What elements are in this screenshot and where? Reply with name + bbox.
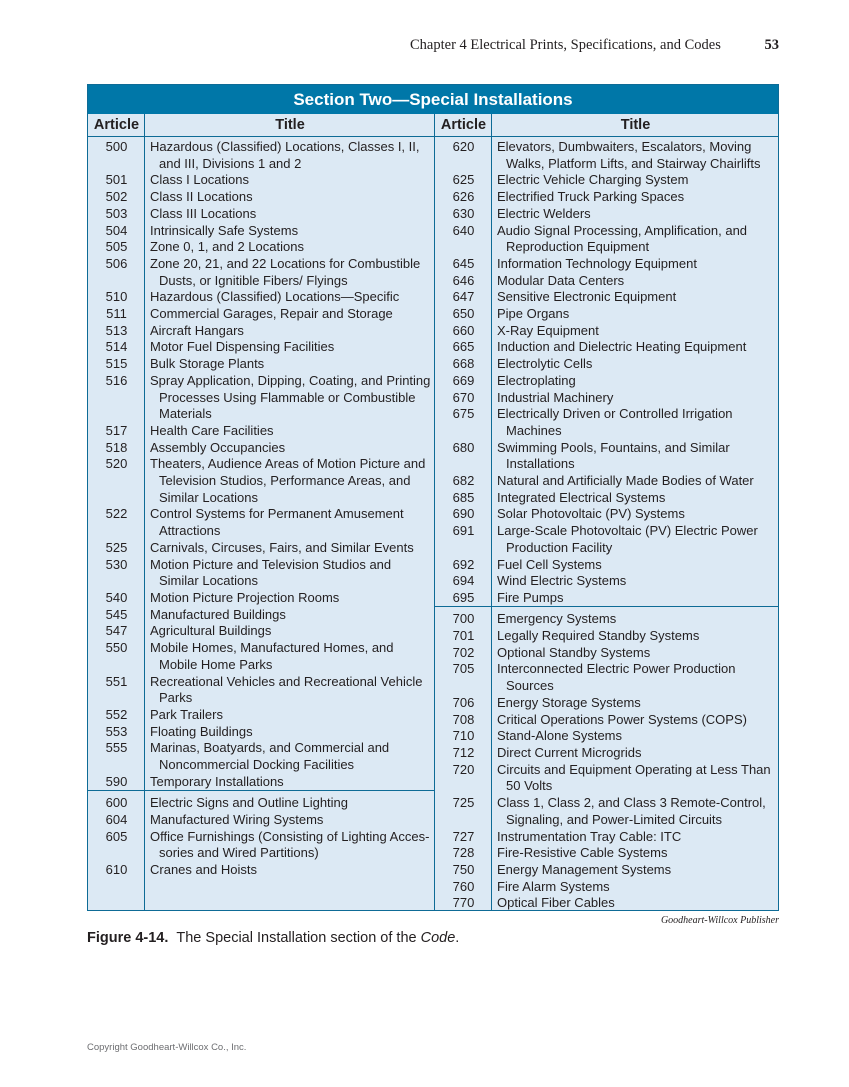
article-number: 620 [452, 139, 475, 154]
article-title: Theaters, Audience Areas of Motion Picture and Television Studios, Performance Areas, and Similar Locations [150, 456, 426, 505]
table-row [435, 406, 779, 439]
table-row [88, 623, 435, 640]
figure-caption [87, 930, 459, 946]
article-title: Marinas, Boatyards, and Commercial and Noncommercial Docking Facilities [150, 740, 390, 773]
article-number: 685 [452, 489, 475, 505]
running-head [410, 37, 779, 54]
table-row [435, 829, 779, 846]
table-row [88, 707, 435, 724]
article-number: 506 [105, 255, 128, 271]
article-title: Cranes and Hoists [150, 861, 257, 877]
article-number: 553 [105, 723, 128, 739]
table-row [88, 423, 435, 440]
article-number: 514 [105, 339, 128, 355]
table-row [435, 323, 779, 340]
article-number: 691 [452, 523, 475, 539]
article-number: 700 [452, 611, 475, 627]
table-row [435, 645, 779, 662]
article-number: 750 [452, 861, 475, 877]
article-title: Large-Scale Photovoltaic (PV) Electric Power Production Facility [497, 523, 758, 555]
article-title: Zone 0, 1, and 2 Locations [150, 239, 304, 255]
article-title: Instrumentation Tray Cable: ITC [497, 828, 682, 844]
article-number: 604 [105, 811, 128, 827]
table-title: Section Two—Special Installations [88, 85, 778, 114]
article-number: 668 [452, 356, 475, 372]
article-number: 520 [105, 456, 128, 472]
article-title: Legally Required Standby Systems [497, 628, 700, 644]
caption-code-word: Code [420, 930, 456, 946]
table-row [435, 306, 779, 323]
table-row [88, 506, 435, 539]
table-row [435, 390, 779, 407]
article-number: 513 [105, 322, 128, 338]
article-number: 660 [452, 322, 475, 338]
table-row [435, 611, 779, 628]
image-credit: Goodheart-Willcox Publisher [660, 915, 779, 926]
article-title: Intrinsically Safe Systems [150, 222, 299, 238]
article-number: 590 [105, 773, 128, 789]
table-row [88, 206, 435, 223]
article-number: 502 [105, 189, 128, 205]
article-title: Class 1, Class 2, and Class 3 Remote-Control, Signaling, and Power-Limited Circuits [497, 795, 766, 827]
special-installations-table [87, 84, 779, 911]
article-title: Agricultural Buildings [150, 623, 272, 639]
article-title: Fuel Cell Systems [497, 556, 602, 572]
table-row [435, 879, 779, 896]
article-number: 547 [105, 623, 128, 639]
table-row [435, 206, 779, 223]
table-row [88, 774, 435, 791]
article-title: Wind Electric Systems [497, 573, 627, 589]
article-number: 515 [105, 356, 128, 372]
table-row [435, 490, 779, 507]
table-row [88, 306, 435, 323]
article-number: 694 [452, 573, 475, 589]
article-title: Class I Locations [150, 172, 249, 188]
article-number: 630 [452, 205, 475, 221]
article-number: 725 [452, 795, 475, 811]
article-title: Elevators, Dumbwaiters, Escalators, Moving Walks, Platform Lifts, and Stairway Chairlifts [497, 139, 761, 171]
table-row [88, 239, 435, 256]
article-number: 770 [452, 895, 475, 911]
article-number: 720 [452, 761, 475, 777]
copyright-notice: Copyright Goodheart-Willcox Co., Inc. [87, 1042, 247, 1053]
article-title: Solar Photovoltaic (PV) Systems [497, 506, 685, 522]
article-title: Floating Buildings [150, 723, 253, 739]
header-article-left: Article [93, 117, 140, 133]
article-number: 500 [105, 139, 128, 154]
article-title: Hazardous (Classified) Locations, Classes I, II, and III, Divisions 1 and 2 [150, 139, 420, 171]
table-row [435, 440, 779, 473]
article-number: 540 [105, 589, 128, 605]
header-title-left: Title [275, 117, 305, 133]
table-row [435, 172, 779, 189]
article-title: Industrial Machinery [497, 389, 614, 405]
article-title: Park Trailers [150, 706, 223, 722]
article-number: 680 [452, 439, 475, 455]
table-row [435, 762, 779, 795]
article-title: Fire-Resistive Cable Systems [497, 845, 668, 861]
article-number: 695 [452, 589, 475, 605]
article-number: 692 [452, 556, 475, 572]
article-number: 701 [452, 628, 475, 644]
table-row [435, 256, 779, 273]
article-title: Electrically Driven or Controlled Irrigation Machines [497, 406, 733, 438]
article-title: Electric Welders [497, 205, 591, 221]
table-row [88, 724, 435, 741]
page-number: 53 [764, 37, 779, 53]
figure-label: Figure 4-14. [87, 930, 169, 946]
article-title: Spray Application, Dipping, Coating, and Printing Processes Using Flammable or Combustible Materials [150, 372, 431, 422]
article-title: Mobile Homes, Manufactured Homes, and Mobile Home Parks [150, 640, 394, 672]
article-title: Energy Management Systems [497, 861, 672, 877]
article-number: 708 [452, 711, 475, 727]
article-number: 552 [105, 706, 128, 722]
article-number: 625 [452, 172, 475, 188]
article-title: Optical Fiber Cables [497, 895, 615, 911]
table-row [88, 812, 435, 829]
table-row [88, 557, 435, 590]
table-row [435, 473, 779, 490]
table-row [88, 323, 435, 340]
article-number: 545 [105, 606, 128, 622]
article-number: 504 [105, 222, 128, 238]
article-title: Critical Operations Power Systems (COPS) [497, 711, 747, 727]
article-number: 518 [105, 439, 128, 455]
table-row [435, 356, 779, 373]
article-title: Induction and Dielectric Heating Equipment [497, 339, 747, 355]
article-title: Office Furnishings (Consisting of Lighting Acces- sories and Wired Partitions) [150, 828, 430, 861]
article-title: Class III Locations [150, 205, 257, 221]
table-row [435, 573, 779, 590]
article-title: Emergency Systems [497, 611, 617, 627]
table-row [88, 590, 435, 607]
table-row [88, 456, 435, 506]
article-title: Information Technology Equipment [497, 255, 697, 271]
article-number: 550 [105, 640, 128, 656]
article-number: 605 [105, 828, 128, 844]
article-title: Sensitive Electronic Equipment [497, 289, 677, 305]
table-row [88, 139, 435, 172]
article-number: 640 [452, 222, 475, 238]
article-number: 710 [452, 728, 475, 744]
article-title: Recreational Vehicles and Recreational Vehicle Parks [150, 673, 423, 706]
table-row [88, 373, 435, 423]
article-number: 646 [452, 272, 475, 288]
article-number: 702 [452, 644, 475, 660]
article-title: Fire Alarm Systems [497, 878, 610, 894]
article-title: Commercial Garages, Repair and Storage [150, 306, 393, 322]
table-row [88, 740, 435, 773]
table-row [88, 356, 435, 373]
table-row [435, 506, 779, 523]
article-title: Manufactured Buildings [150, 606, 286, 622]
article-title: Class II Locations [150, 189, 253, 205]
article-number: 706 [452, 694, 475, 710]
table-row [88, 862, 435, 879]
article-number: 682 [452, 473, 475, 489]
table-row [435, 628, 779, 645]
table-row [435, 590, 779, 607]
table-row [435, 339, 779, 356]
article-title: Circuits and Equipment Operating at Less Than 50 Volts [497, 761, 771, 794]
table-row [88, 440, 435, 457]
article-title: Manufactured Wiring Systems [150, 811, 324, 827]
article-number: 503 [105, 205, 128, 221]
article-number: 522 [105, 506, 128, 522]
article-title: Electrolytic Cells [497, 356, 593, 372]
article-number: 665 [452, 339, 475, 355]
caption-text: The Special Installation section of the [176, 930, 421, 946]
table-row [88, 829, 435, 862]
table-row [435, 373, 779, 390]
table-row [435, 661, 779, 694]
article-title: Fire Pumps [497, 589, 564, 605]
table-row [435, 712, 779, 729]
article-number: 610 [105, 861, 128, 877]
article-title: Integrated Electrical Systems [497, 489, 666, 505]
table-row [88, 189, 435, 206]
header-article-right: Article [440, 117, 487, 133]
article-number: 690 [452, 506, 475, 522]
table-row [435, 695, 779, 712]
article-title: Optional Standby Systems [497, 644, 651, 660]
article-title: Pipe Organs [497, 306, 570, 322]
article-title: Electrified Truck Parking Spaces [497, 189, 685, 205]
right-article-column [435, 139, 779, 912]
article-number: 645 [452, 255, 475, 271]
table-row [435, 523, 779, 556]
article-number: 675 [452, 406, 475, 422]
table-row [435, 795, 779, 828]
article-title: Aircraft Hangars [150, 322, 244, 338]
article-title: Energy Storage Systems [497, 694, 641, 710]
article-title: Motion Picture Projection Rooms [150, 589, 340, 605]
article-number: 510 [105, 289, 128, 305]
running-head-title: Chapter 4 Electrical Prints, Specifications, and Codes [410, 37, 721, 53]
article-title: Bulk Storage Plants [150, 356, 265, 372]
table-row [88, 540, 435, 557]
article-title: Health Care Facilities [150, 422, 274, 438]
article-title: Modular Data Centers [497, 272, 625, 288]
header-title-right: Title [620, 117, 651, 133]
article-number: 650 [452, 306, 475, 322]
article-number: 626 [452, 189, 475, 205]
article-title: Motor Fuel Dispensing Facilities [150, 339, 335, 355]
article-number: 525 [105, 539, 128, 555]
article-number: 517 [105, 422, 128, 438]
article-title: Hazardous (Classified) Locations—Specific [150, 289, 400, 305]
table-row [435, 289, 779, 306]
table-row [88, 607, 435, 624]
article-number: 516 [105, 372, 128, 388]
article-title: Electroplating [497, 372, 576, 388]
article-number: 647 [452, 289, 475, 305]
article-title: Stand-Alone Systems [497, 728, 623, 744]
article-number: 727 [452, 828, 475, 844]
article-title: Zone 20, 21, and 22 Locations for Combustible Dusts, or Ignitible Fibers/ Flyings [150, 255, 421, 288]
article-number: 728 [452, 845, 475, 861]
article-number: 600 [105, 795, 128, 811]
article-title: Control Systems for Permanent Amusement Attractions [150, 506, 404, 539]
caption-end: . [455, 930, 460, 946]
article-title: Motion Picture and Television Studios and Similar Locations [150, 556, 392, 589]
article-title: Assembly Occupancies [150, 439, 286, 455]
article-title: X-Ray Equipment [497, 322, 599, 338]
table-row [88, 674, 435, 707]
article-number: 511 [106, 306, 127, 322]
article-title: Electric Signs and Outline Lighting [150, 795, 349, 811]
article-number: 669 [452, 372, 475, 388]
article-title: Swimming Pools, Fountains, and Similar Installations [497, 439, 730, 472]
table-row [88, 640, 435, 673]
table-row [88, 223, 435, 240]
table-row [88, 339, 435, 356]
article-number: 505 [105, 239, 128, 255]
table-row [88, 256, 435, 289]
left-article-column [88, 139, 435, 879]
article-title: Electric Vehicle Charging System [497, 172, 689, 188]
article-title: Direct Current Microgrids [497, 745, 642, 760]
article-number: 670 [452, 389, 475, 405]
table-row [435, 895, 779, 912]
table-row [435, 745, 779, 762]
article-number: 705 [452, 661, 475, 677]
table-row [435, 189, 779, 206]
article-number: 551 [105, 673, 128, 689]
table-row [88, 289, 435, 306]
article-number: 712 [452, 745, 475, 760]
table-row [435, 273, 779, 290]
table-row [435, 845, 779, 862]
table-row [435, 862, 779, 879]
table-row [435, 557, 779, 574]
table-row [435, 139, 779, 172]
article-title: Audio Signal Processing, Amplification, and Reproduction Equipment [497, 222, 748, 255]
article-number: 501 [105, 172, 128, 188]
table-row [435, 728, 779, 745]
table-row [435, 223, 779, 256]
table-row [88, 172, 435, 189]
table-row [88, 795, 435, 812]
article-title: Temporary Installations [150, 773, 284, 789]
article-number: 530 [105, 556, 128, 572]
article-title: Interconnected Electric Power Production Sources [497, 661, 736, 694]
article-title: Natural and Artificially Made Bodies of Water [497, 473, 754, 489]
article-number: 760 [452, 878, 475, 894]
article-title: Carnivals, Circuses, Fairs, and Similar Events [150, 539, 414, 555]
article-number: 555 [105, 740, 128, 756]
column-headers [88, 114, 778, 137]
